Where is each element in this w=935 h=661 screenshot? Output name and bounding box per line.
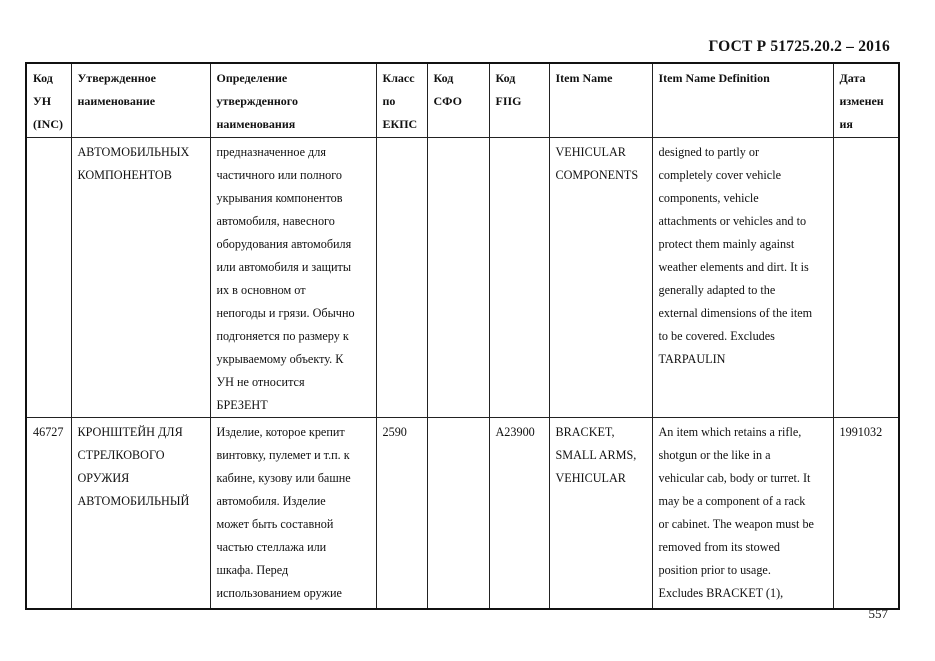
cell-approved-name: АВТОМОБИЛЬНЫХ КОМПОНЕНТОВ [71, 138, 210, 418]
cell-approved-name: КРОНШТЕЙН ДЛЯ СТРЕЛКОВОГО ОРУЖИЯ АВТОМОБИЛЬНЫЙ [71, 418, 210, 610]
cell-fiig-code: A23900 [489, 418, 549, 610]
cell-sfo-code [427, 418, 489, 610]
cell-name-definition: предназначенное для частичного или полного укрывания компонентов автомобиля, навесного оборудования автомобиля или автомобиля и защиты их в основном от непогоды и грязи. Обычно подгоняется по размеру к укрываемому объекту. К УН не относится БРЕЗЕНТ [210, 138, 376, 418]
header-ekps-class: Класс по ЕКПС [376, 63, 427, 138]
catalog-table [25, 62, 900, 610]
cell-name-definition: Изделие, которое крепит винтовку, пулемет и т.п. к кабине, кузову или башне автомобиля. Изделие может быть составной частью стеллажа или шкафа. Перед использованием оружие [210, 418, 376, 610]
cell-inc-code: 46727 [26, 418, 71, 610]
header-approved-name: Утвержденное наименование [71, 63, 210, 138]
page-number: 557 [868, 606, 888, 621]
cell-item-name-definition: An item which retains a rifle, shotgun or the like in a vehicular cab, body or turret. It may be a component of a rack or cabinet. The weapon must be removed from its stowed position prior to usage. Excludes BRACKET (1), [652, 418, 833, 610]
cell-item-name-definition: designed to partly or completely cover vehicle components, vehicle attachments or vehicles and to protect them mainly against weather elements and dirt. It is generally adapted to the external dimensions of the item to be covered. Excludes TARPAULIN [652, 138, 833, 418]
header-item-name-definition: Item Name Definition [652, 63, 833, 138]
table-row [26, 138, 899, 418]
cell-item-name: BRACKET, SMALL ARMS, VEHICULAR [549, 418, 652, 610]
cell-sfo-code [427, 138, 489, 418]
table-row [26, 418, 899, 610]
document-standard-number: ГОСТ Р 51725.20.2 – 2016 [708, 38, 890, 55]
cell-change-date: 1991032 [833, 418, 899, 610]
cell-ekps-class: 2590 [376, 418, 427, 610]
cell-item-name: VEHICULAR COMPONENTS [549, 138, 652, 418]
header-sfo-code: Код СФО [427, 63, 489, 138]
header-inc-code: Код УН (INC) [26, 63, 71, 138]
cell-change-date [833, 138, 899, 418]
header-fiig-code: Код FIIG [489, 63, 549, 138]
cell-ekps-class [376, 138, 427, 418]
table-header-row [26, 63, 899, 138]
cell-fiig-code [489, 138, 549, 418]
header-name-definition: Определение утвержденного наименования [210, 63, 376, 138]
header-item-name: Item Name [549, 63, 652, 138]
header-change-date: Дата изменен ия [833, 63, 899, 138]
cell-inc-code [26, 138, 71, 418]
